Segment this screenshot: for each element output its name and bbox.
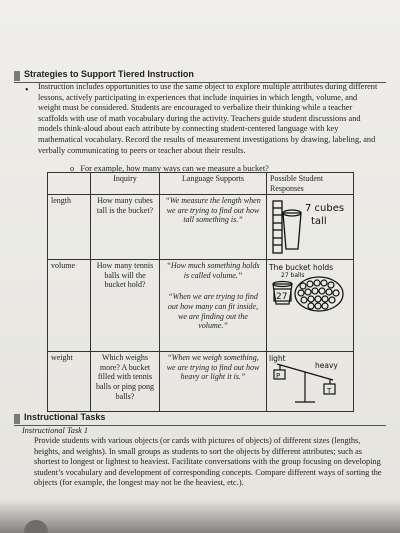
header-attribute [48,173,91,195]
header-language-supports: Language Supports [160,173,267,195]
attribute-cell: weight [48,352,91,412]
language-support-text: “We measure the length when we are trying to find out how tall something is.” [165,196,261,225]
language-support-text: “When we weigh something, we are trying to find out how heavy or light it is.” [166,353,260,382]
language-support-text: “When we are trying to find out how many can fit inside, we are finding out the volume.” [167,292,259,331]
example-text: For example, how many ways can we measure a bucket? [80,164,269,173]
ball-pile-icon [295,277,343,311]
sketch-label: tall [311,216,327,228]
table-row [48,260,354,352]
language-support-cell [160,195,267,260]
sketch-label: T [327,387,332,396]
sketch-label: heavy [315,361,338,371]
language-support-cell [160,260,267,352]
sketch-label: 7 cubes [305,203,345,215]
sketch-label: The bucket holds [269,263,334,273]
inquiry-cell: How many cubes tall is the bucket? [91,195,160,260]
table-header-row [48,173,354,195]
attribute-cell: volume [48,260,91,352]
header-student-responses: Possible Student Responses [267,173,354,195]
language-support-text: “How much something holds is called volume.” [166,261,260,280]
balance-scale-sketch [267,352,347,410]
table-row [48,195,354,260]
section-heading-text: Strategies to Support Tiered Instruction [24,69,194,79]
tiered-instruction-table [47,172,354,412]
task-paragraph: Provide students with various objects (or cards with pictures of objects) of different sizes (lengths, heights, and weights). In small groups as students to sort the objects by different attributes; such as shortest to longest or lightest to heaviest. Facilitate conversations with the group focusing on developing student’s vocabulary and development of corresponding concepts. Compare different ways of sorting the objects (for example, the longest may not be the heaviest, etc.). [34,436,382,488]
tasks-heading [14,413,386,426]
heading-marker [14,414,20,424]
bucket-icon [283,213,301,249]
student-response-cell [267,352,354,412]
student-response-cell [267,260,354,352]
attribute-cell: length [48,195,91,260]
inquiry-cell: How many tennis balls will the bucket hold? [91,260,160,352]
task-subheading: Instructional Task 1 [22,426,89,435]
page-shadow [0,500,400,533]
heading-marker [14,71,20,81]
inquiry-cell: Which weighs more? A bucket filled with tennis balls or ping pong balls? [91,352,160,412]
sketch-label: 27 balls [281,272,305,280]
bullet-icon: • [25,85,29,96]
sketch-label: P [276,372,281,381]
language-support-cell [160,352,267,412]
strategy-paragraph: Instruction includes opportunities to use the same object to explore multiple attributes during different lessons, actively participating in experiences that include inquiries in which length, volume, and weight must be considered. Students are encouraged to verbalize their thinking while a teacher scaffolds with use of math vocabulary during the activity. Teachers guide student discussions and models think-aloud about each attribute by connecting student-centered language with key mathematical vocabulary. Record the results of measurement investigations by drawing, labeling, and verbally communicating to peers or teacher about their results. [38,82,378,155]
sub-bullet-icon: o [70,164,75,173]
sketch-label: 27 [276,292,288,303]
sketch-label: light [269,354,286,364]
tennis-ball-sketch [267,260,347,350]
student-response-cell [267,195,354,260]
tasks-heading-text: Instructional Tasks [24,412,106,422]
cube-tower-sketch [267,195,347,259]
table-row [48,352,354,412]
header-inquiry: Inquiry [91,173,160,195]
